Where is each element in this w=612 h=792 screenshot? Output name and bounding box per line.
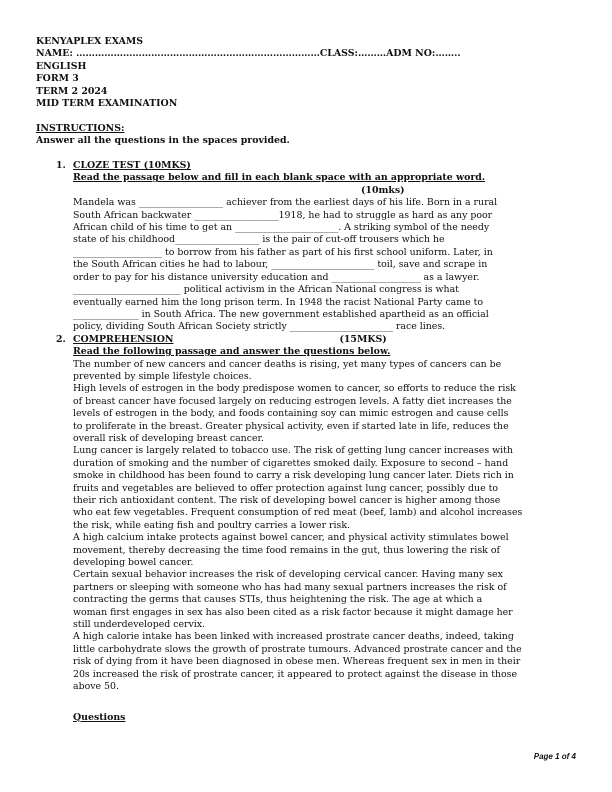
questions-heading: Questions xyxy=(73,711,126,723)
passage-line: still underdeveloped cervix. xyxy=(73,619,206,631)
cloze-marks: (10mks) xyxy=(361,184,405,196)
passage-line: _______________________ political activism in the African National congress is what xyxy=(73,284,459,296)
comprehension-passage xyxy=(73,359,576,694)
passage-line: Certain sexual behavior increases the risk of developing cervical cancer. Having many sex xyxy=(73,569,503,581)
form: FORM 3 xyxy=(36,73,79,85)
passage-line: policy, dividing South African Society strictly ______________________ race lines. xyxy=(73,321,446,333)
exam-title: MID TERM EXAMINATION xyxy=(36,98,178,110)
passage-line: state of his childhood__________________ is the pair of cut-off trousers which he xyxy=(73,234,445,246)
passage-line: The number of new cancers and cancer deaths is rising, yet many types of cancers can be xyxy=(73,358,502,370)
passage-line: prevented by simple lifestyle choices. xyxy=(73,370,252,382)
passage-line: partners or sleeping with someone who has had many sexual partners increases the risk of xyxy=(73,581,507,593)
instructions-title: INSTRUCTIONS: xyxy=(36,122,125,134)
passage-line: woman first engages in sex has also been cited as a risk factor because it might damage her xyxy=(73,606,513,618)
passage-line: levels of estrogen in the body, and foods containing soy can mimic estrogen and cause cells xyxy=(73,408,509,420)
page-number: Page 1 of 4 xyxy=(533,752,576,761)
comprehension-section xyxy=(36,334,576,725)
passage-line: the South African cities he had to labour, ______________________ toil, save and scrape in xyxy=(73,259,488,271)
instructions-text: Answer all the questions in the spaces provided. xyxy=(36,135,290,147)
passage-line: risk of dying from it have been diagnosed in obese men. Whereas frequent sex in men in their xyxy=(73,656,521,668)
passage-line: of breast cancer have focused largely on reducing estrogen levels. A fatty diet increases the xyxy=(73,395,512,407)
passage-line: ___________________ to borrow from his father as part of his first school uniform. Later, in xyxy=(73,246,493,258)
passage-line: fruits and vegetables are believed to offer protection against lung cancer, possibly due to xyxy=(73,482,499,494)
passage-line: contracting the germs that causes STIs, thus heightening the risk. The age at which a xyxy=(73,594,483,606)
comprehension-instruction: Read the following passage and answer the questions below. xyxy=(73,346,391,358)
school-name: KENYAPLEX EXAMS xyxy=(36,36,144,47)
passage-line: A high calorie intake has been linked with increased prostrate cancer deaths, indeed, taking xyxy=(73,631,514,643)
comprehension-title: COMPREHENSION xyxy=(73,333,174,345)
cloze-instruction: Read the passage below and fill in each blank space with an appropriate word. xyxy=(73,172,486,184)
passage-line: smoke in childhood has been found to carry a risk developing lung cancer later. Diets rich in xyxy=(73,470,514,482)
passage-line: ______________ in South Africa. The new government established apartheid as an official xyxy=(73,308,489,320)
passage-line: developing bowel cancer. xyxy=(73,557,194,569)
exam-page xyxy=(36,36,576,724)
passage-line: order to pay for his distance university education and ___________________ as a lawyer. xyxy=(73,271,480,283)
comprehension-number: 2. xyxy=(56,333,66,345)
passage-line: the risk, while eating fish and poultry carries a lower risk. xyxy=(73,519,351,531)
passage-line: duration of smoking and the number of cigarettes smoked daily. Exposure to second – hand xyxy=(73,457,509,469)
cloze-number: 1. xyxy=(56,160,66,172)
passage-line: Lung cancer is largely related to tobacco use. The risk of getting lung cancer increases with xyxy=(73,445,513,457)
passage-line: High levels of estrogen in the body predispose women to cancer, so efforts to reduce the risk xyxy=(73,383,516,395)
comprehension-marks: (15MKS) xyxy=(339,333,387,345)
passage-line: overall risk of developing breast cancer. xyxy=(73,432,264,444)
passage-line: little carbohydrate slows the growth of prostrate tumours. Advanced prostrate cancer and the xyxy=(73,643,522,655)
cloze-title: CLOZE TEST (10MKS) xyxy=(73,160,191,172)
passage-line: A high calcium intake protects against bowel cancer, and physical activity stimulates bowel xyxy=(73,532,509,544)
term: TERM 2 2024 xyxy=(36,85,108,97)
passage-line: Mandela was __________________ achiever from the earliest days of his life. Born in a rural xyxy=(73,197,498,209)
passage-line: African child of his time to get an ______________________. A striking symbol of the needy xyxy=(73,222,490,234)
subject: ENGLISH xyxy=(36,60,87,72)
passage-line: their rich antioxidant content. The risk of developing bowel cancer is higher among those xyxy=(73,495,501,506)
cloze-section xyxy=(36,160,576,334)
passage-line: 20s increased the risk of prostrate cancer, it appeared to protect against the disease in those xyxy=(73,668,518,680)
passage-line: movement, thereby decreasing the time food remains in the gut, thus lowering the risk of xyxy=(73,544,500,556)
passage-line: who eat few vegetables. Frequent consumption of red meat (beef, lamb) and alcohol increases xyxy=(73,507,523,519)
student-details-line: NAME: ……………………………………………………………………CLASS:………ADM NO:…….. xyxy=(36,48,461,60)
passage-line: to proliferate in the breast. Greater physical activity, even if started late in life, reduces the xyxy=(73,420,509,432)
cloze-passage xyxy=(73,197,576,333)
passage-line: South African backwater __________________1918, he had to struggle as hard as any poor xyxy=(73,209,493,221)
passage-line: above 50. xyxy=(73,681,119,693)
passage-line: eventually earned him the long prison term. In 1948 the racist National Party came to xyxy=(73,296,484,308)
